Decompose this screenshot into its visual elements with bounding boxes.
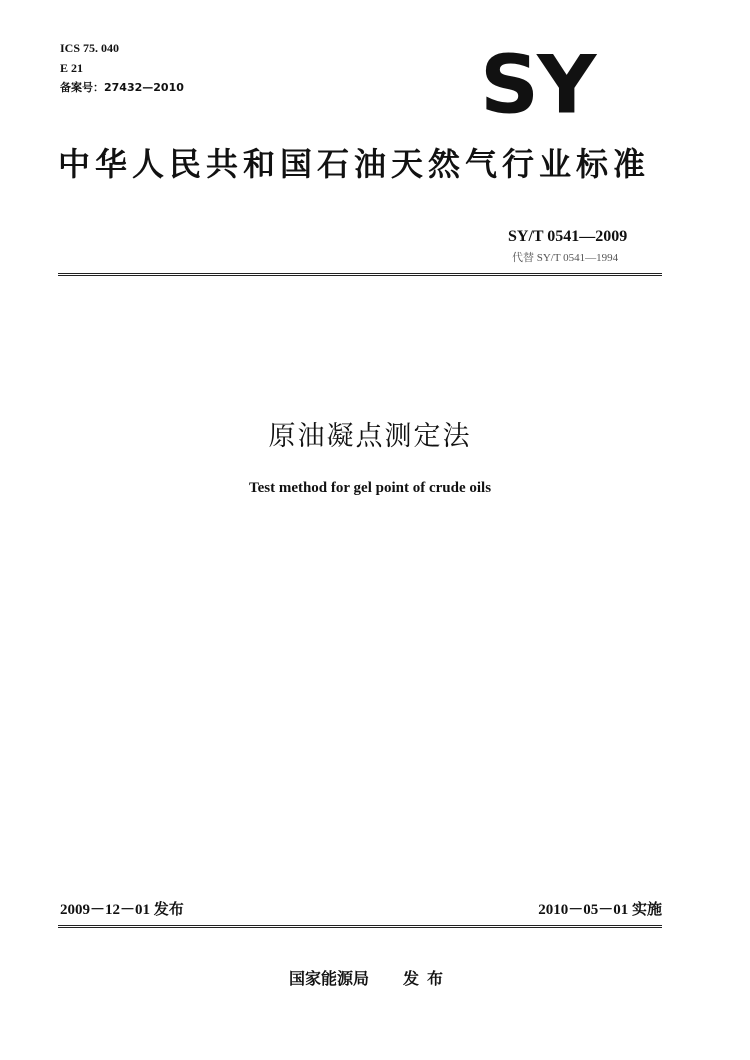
issuing-authority: 国家能源局 <box>288 969 369 988</box>
replaces-standard: 代替 SY/T 0541—1994 <box>512 252 619 264</box>
standard-number: SY/T 0541—2009 <box>508 228 628 245</box>
implementation-date: 2010－05－01 实施 <box>538 902 662 918</box>
standard-category-title: 中华人民共和国石油天然气行业标准 <box>58 145 651 183</box>
ics-code: ICS 75. 040 <box>60 41 120 55</box>
bottom-divider <box>58 925 662 928</box>
document-title-english: Test method for gel point of crude oils <box>248 480 492 496</box>
issue-action: 发布 <box>403 969 452 988</box>
issuer-line <box>0 966 750 989</box>
issue-date: 2009－12－01 发布 <box>60 902 184 918</box>
ccs-code: E 21 <box>60 61 84 75</box>
sy-logo: SY <box>480 39 595 133</box>
document-title-chinese: 原油凝点测定法 <box>268 421 472 452</box>
top-divider <box>58 273 662 276</box>
filing-number: 备案号：27432—2010 <box>60 81 184 94</box>
